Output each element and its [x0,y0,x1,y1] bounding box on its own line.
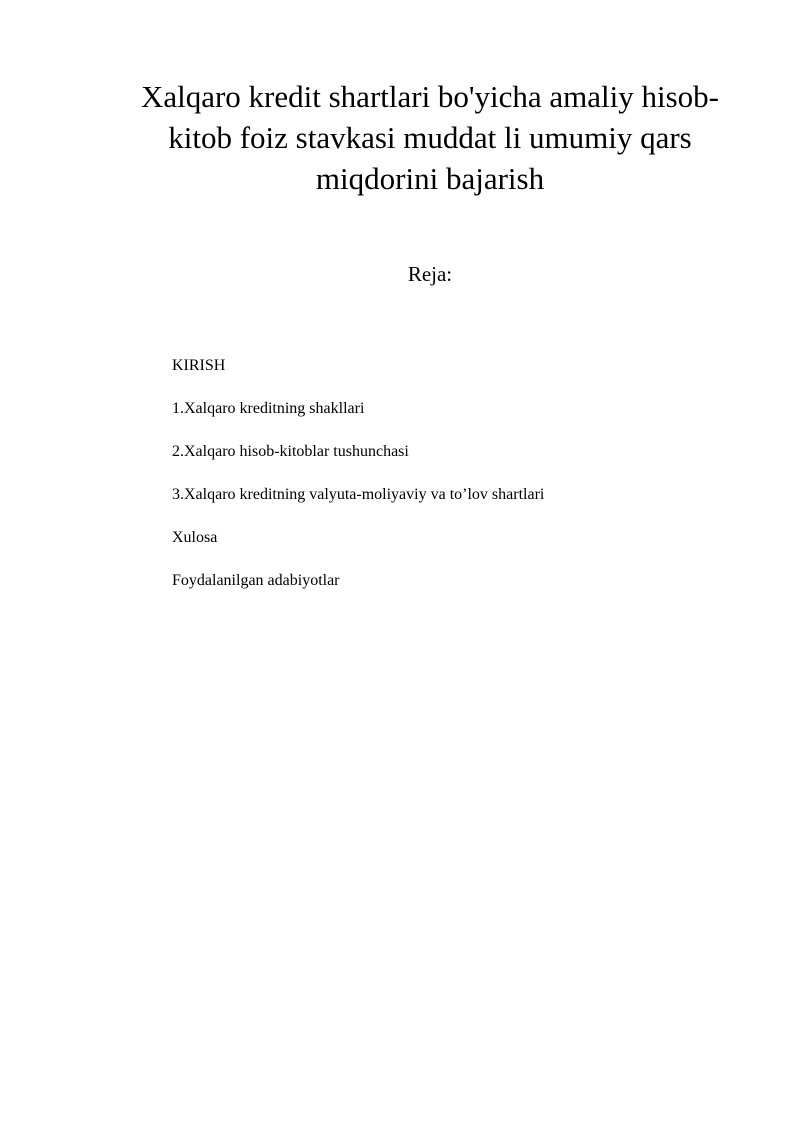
toc-item-references: Foydalanilgan adabiyotlar [172,572,340,589]
toc-item-1: 1.Xalqaro kreditning shakllari [172,400,365,417]
toc-item-introduction: KIRISH [172,357,226,374]
plan-heading: Reja: [407,262,453,286]
toc-item-3: 3.Xalqaro kreditning valyuta-moliyaviy va to’lov shartlari [172,486,545,503]
table-of-contents [172,354,544,612]
toc-item-2: 2.Xalqaro hisob-kitoblar tushunchasi [172,443,409,460]
document-title: Xalqaro kredit shartlari bo'yicha amaliy hisob-kitob foiz stavkasi muddat li umumiy qars miqdorini bajarish [140,79,720,196]
toc-item-conclusion: Xulosa [172,529,218,546]
